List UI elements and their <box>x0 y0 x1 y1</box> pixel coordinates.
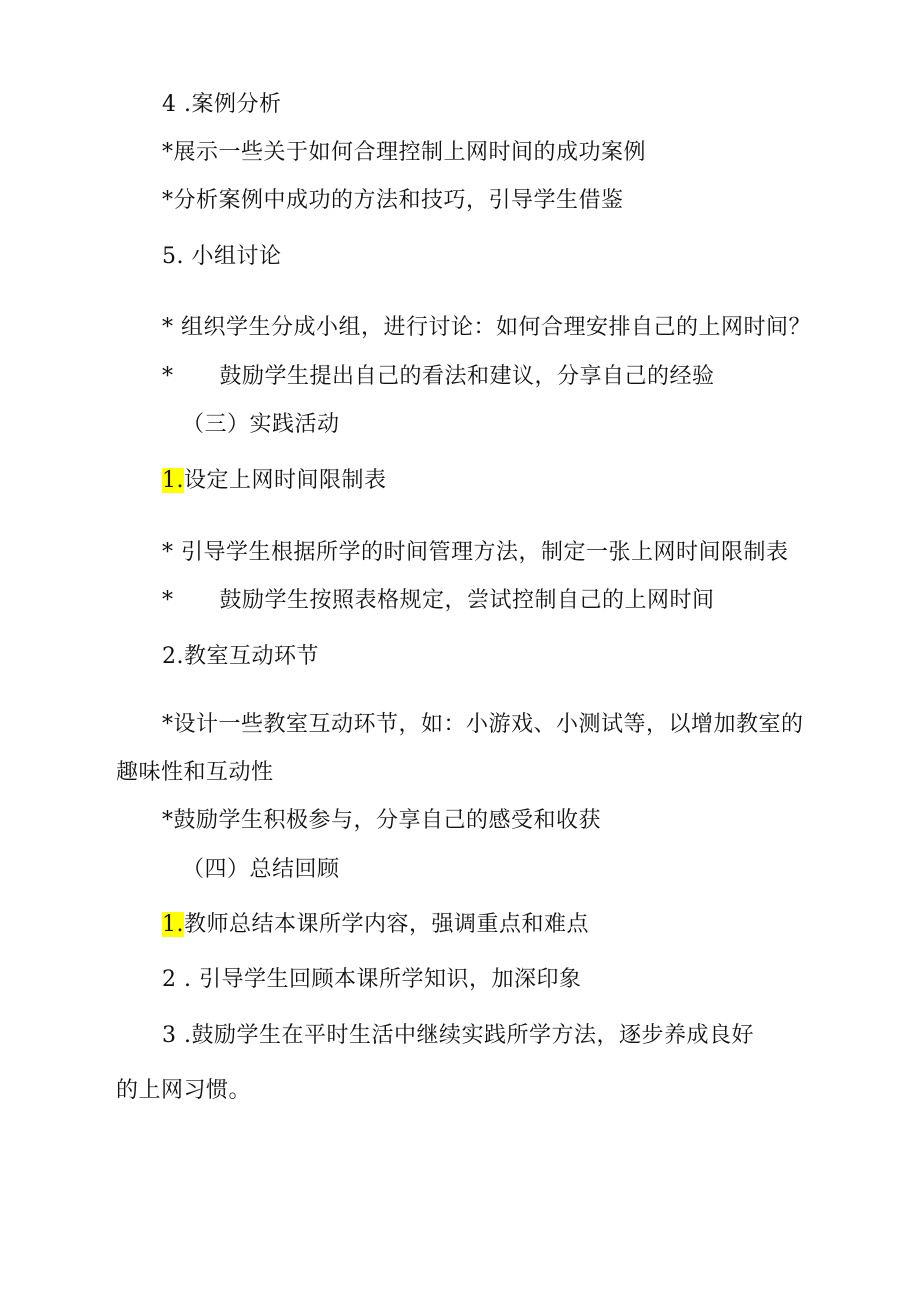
part-3-item-1 <box>162 466 387 496</box>
part-4-item-3-line-1: 3 .鼓励学生在平时生活中继续实践所学方法，逐步养成良好 <box>162 1023 754 1048</box>
section-5-bullet-2 <box>162 362 715 392</box>
part-3-item-2: 2.教室互动环节 <box>162 644 319 669</box>
part-3-item-2-bullet-1-line-1: *设计一些教室互动环节，如：小游戏、小测试等，以增加教室的 <box>162 712 804 737</box>
section-5-heading: 5. 小组讨论 <box>162 244 282 269</box>
part-3-item-2-bullet-1-line-2: 趣味性和互动性 <box>116 760 274 785</box>
bullet-mark: * <box>162 364 174 389</box>
highlighted-number: 1. <box>162 468 184 493</box>
part-3-item-2-bullet-2: *鼓励学生积极参与，分享自己的感受和收获 <box>162 808 602 833</box>
part-3-item-1-bullet-2 <box>162 586 715 616</box>
part-4-item-3-line-2: 的上网习惯。 <box>116 1078 252 1103</box>
item-text: 设定上网时间限制表 <box>184 468 387 493</box>
part-4-item-1 <box>162 910 589 940</box>
bullet-text: 鼓励学生按照表格规定，尝试控制自己的上网时间 <box>219 588 715 613</box>
part-4-heading: （四）总结回顾 <box>182 857 340 882</box>
part-3-heading: （三）实践活动 <box>182 412 340 437</box>
item-text: 教师总结本课所学内容，强调重点和难点 <box>184 912 590 937</box>
section-4-heading: 4 .案例分析 <box>162 92 282 117</box>
section-4-bullet-2: *分析案例中成功的方法和技巧，引导学生借鉴 <box>162 188 624 213</box>
highlighted-number: 1. <box>162 912 184 937</box>
section-5-bullet-1: * 组织学生分成小组，进行讨论：如何合理安排自己的上网时间？ <box>162 315 811 340</box>
bullet-text: 鼓励学生提出自己的看法和建议，分享自己的经验 <box>219 364 715 389</box>
part-4-item-2: 2 . 引导学生回顾本课所学知识，加深印象 <box>162 967 582 992</box>
bullet-mark: * <box>162 588 174 613</box>
section-4-bullet-1: *展示一些关于如何合理控制上网时间的成功案例 <box>162 140 647 165</box>
part-3-item-1-bullet-1: * 引导学生根据所学的时间管理方法，制定一张上网时间限制表 <box>162 540 789 565</box>
